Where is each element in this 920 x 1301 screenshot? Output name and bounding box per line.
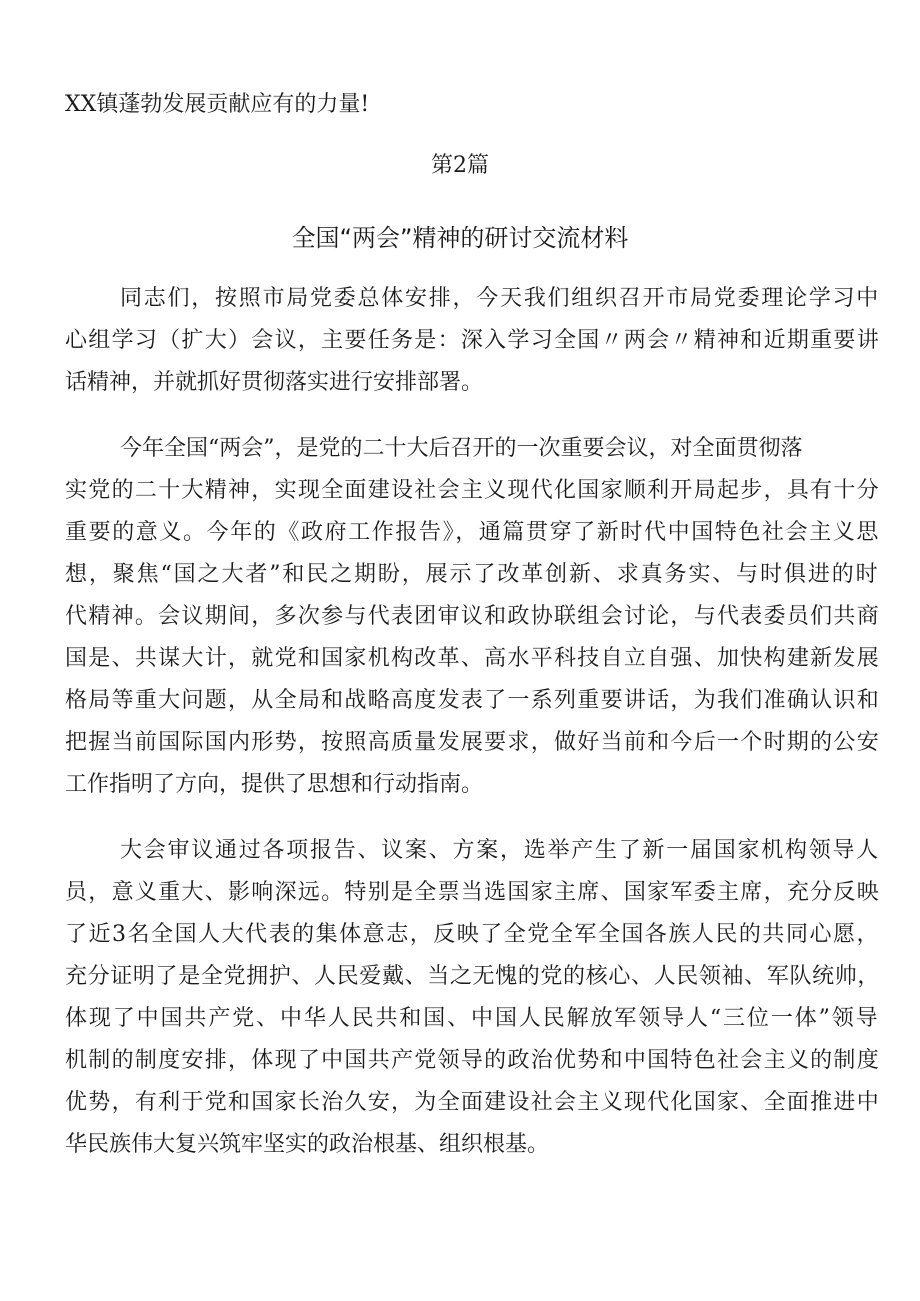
paragraph-2-line: 实党的二十大精神，实现全面建设社会主义现代化国家顺利开局起步，具有十分 [65,478,881,503]
paragraph-3-line: 机制的制度安排，体现了中国共产党领导的政治优势和中国特色社会主义的制度 [65,1048,881,1073]
paragraph-2-line: 重要的意义。今年的《政府工作报告》，通篇贯穿了新时代中国特色社会主义思 [65,520,881,545]
paragraph-2-line: 代精神。会议期间，多次参与代表团审议和政协联组会讨论，与代表委员们共商 [65,604,881,629]
paragraph-3-line: 华民族伟大复兴筑牢坚实的政治根基、组织根基。 [65,1132,550,1157]
paragraph-3-line: 充分证明了是全党拥护、人民爱戴、当之无愧的党的核心、人民领袖、军队统帅， [65,964,881,989]
paragraph-3-line: 员，意义重大、影响深远。特别是全票当选国家主席、国家军委主席，充分反映 [65,880,881,905]
paragraph-3-line: 体现了中国共产党、中华人民共和国、中国人民解放军领导人“三位一体”领导 [65,1006,880,1031]
paragraph-3-line: 优势，有利于党和国家长治久安，为全面建设社会主义现代化国家、全面推进中 [65,1090,881,1115]
paragraph-1-line: 同志们，按照市局党委总体安排，今天我们组织召开市局党委理论学习中 [120,286,881,311]
paragraph-2-line: 国是、共谋大计，就党和国家机构改革、高水平科技自立自强、加快构建新发展 [65,646,881,671]
paragraph-2-line: 今年全国“两会”，是党的二十大后召开的一次重要会议，对全面贯彻落 [120,436,803,461]
paragraph-1-line: 心组学习（扩大）会议，主要任务是：深入学习全国〃两会〃精神和近期重要讲 [65,328,881,353]
paragraph-2-line: 想，聚焦“国之大者”和民之期盼，展示了改革创新、求真务实、与时俱进的时 [65,562,880,587]
document-title: 全国“两会”精神的研讨交流材料 [291,224,629,252]
paragraph-2-line: 把握当前国际国内形势，按照高质量发展要求，做好当前和今后一个时期的公安 [65,730,881,755]
paragraph-2-line: 工作指明了方向，提供了思想和行动指南。 [65,772,484,797]
paragraph-3-line: 了近3名全国人大代表的集体意志，反映了全党全军全国各族人民的共同心愿， [65,922,880,947]
section-number: 第2篇 [431,153,489,178]
paragraph-3-line: 大会审议通过各项报告、议案、方案，选举产生了新一届国家机构领导人 [120,838,881,863]
paragraph-1-line: 话精神，并就抓好贯彻落实进行安排部署。 [65,370,484,395]
paragraph-2-line: 格局等重大问题，从全局和战略高度发表了一系列重要讲话，为我们准确认识和 [65,688,881,713]
intro-line: XX镇蓬勃发展贡献应有的力量! [65,92,370,117]
